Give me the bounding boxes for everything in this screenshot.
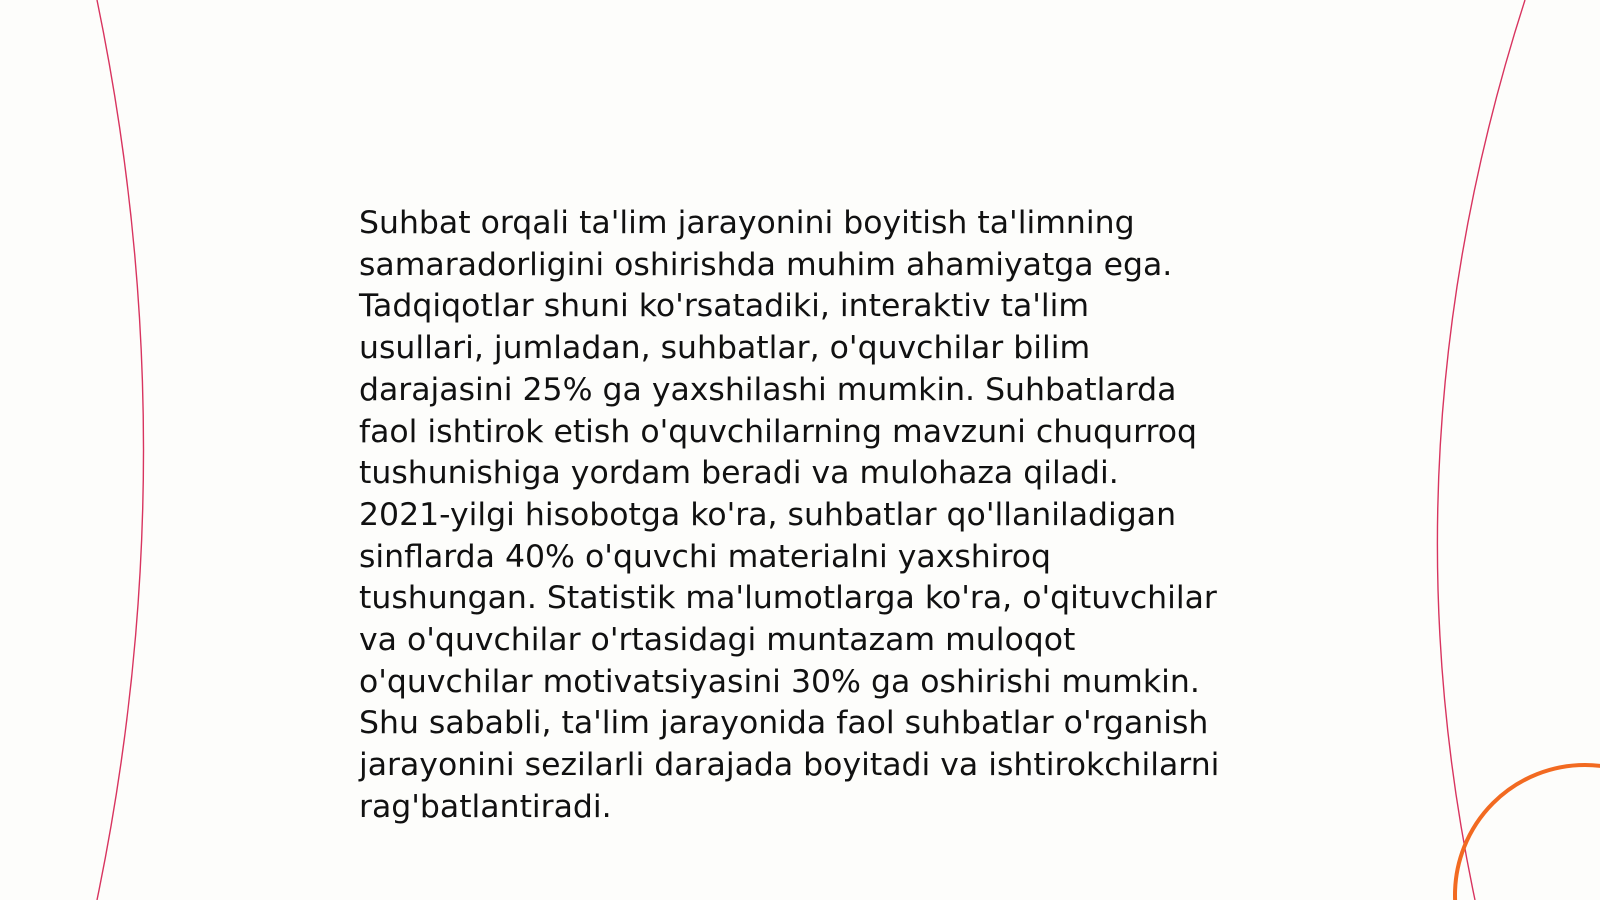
body-paragraph: Suhbat orqali ta'lim jarayonini boyitish ta'limning samaradorligini oshirishda muhim ahamiyatga ega. Tadqiqotlar shuni ko'rsatadiki, interaktiv ta'lim usullari, jumladan, suhbatlar, o'quvchilar bilim darajasini 25% ga yaxshilashi mumkin. Suhbatlarda faol ishtirok etish o'quvchilarning mavzuni chuqurroq tushunishiga yordam beradi va mulohaza qiladi. 2021-yilgi hisobotga ko'ra, suhbatlar qo'llaniladigan sinflarda 40% o'quvchi materialni yaxshiroq tushungan. Statistik ma'lumotlarga ko'ra, o'qituvchilar va o'quvchilar o'rtasidagi muntazam muloqot o'quvchilar motivatsiyasini 30% ga oshirishi mumkin. Shu sababli, ta'lim jarayonida faol suhbatlar o'rganish jarayonini sezilarli darajada boyitadi va ishtirokchilarni rag'batlantiradi. — [359, 205, 1220, 825]
orange-circle-accent — [1455, 765, 1600, 900]
left-curve-line — [97, 0, 144, 900]
right-curve-line — [1437, 0, 1525, 900]
